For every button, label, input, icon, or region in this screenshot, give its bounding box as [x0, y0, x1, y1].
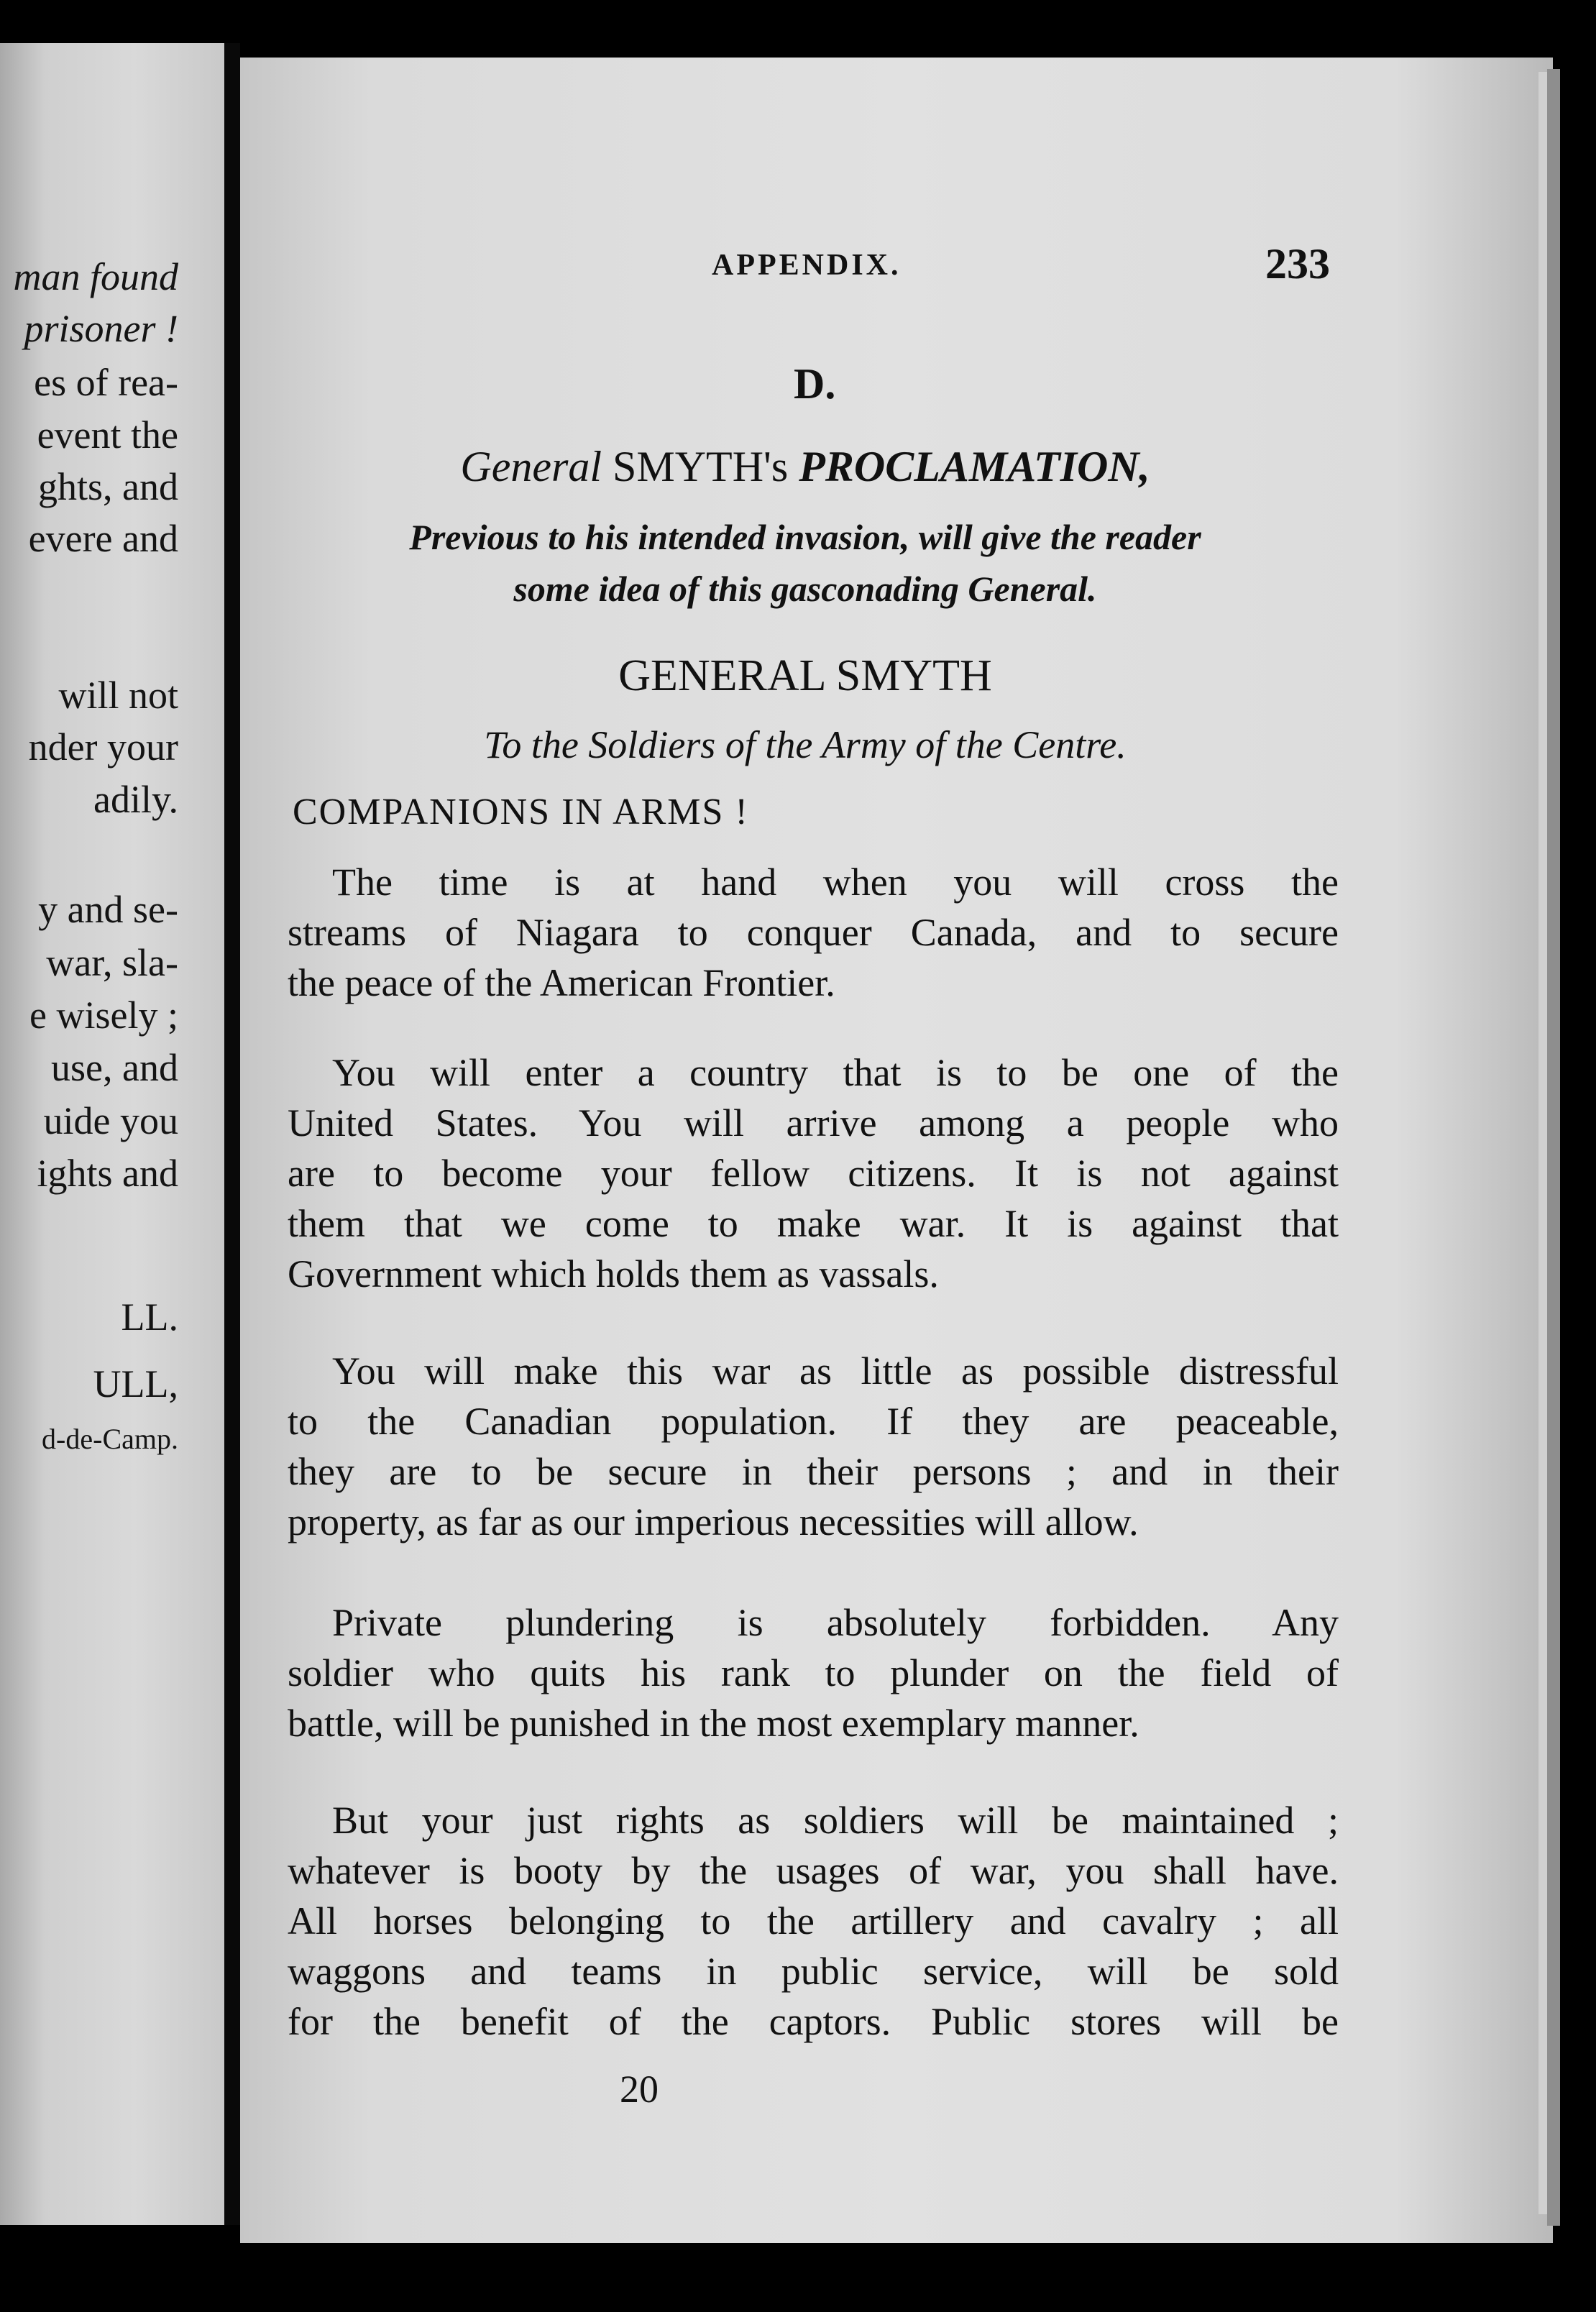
running-head: APPENDIX.: [712, 249, 902, 282]
page-number: 233: [1265, 240, 1330, 288]
title-document: PROCLAMATION,: [799, 443, 1150, 490]
text-line: You will enter a country that is to be one of the: [332, 1051, 1339, 1094]
subtitle-line: some idea of this gasconading General.: [513, 569, 1097, 609]
text-line: battle, will be punished in the most exemplary manner.: [288, 1702, 1139, 1745]
text-line: The time is at hand when you will cross the: [332, 861, 1339, 904]
left-page-line: man found: [13, 255, 178, 298]
signature-mark: 20: [620, 2068, 659, 2111]
title-prefix: General: [460, 443, 602, 490]
left-page-line: will not: [58, 674, 178, 717]
left-page-line: war, sla-: [46, 941, 178, 984]
left-page-line: y and se-: [38, 888, 178, 931]
text-line: for the benefit of the captors. Public stores will be: [288, 2000, 1339, 2043]
text-line: the peace of the American Frontier.: [288, 961, 835, 1004]
page-edge: [1538, 72, 1547, 2214]
text-line: they are to be secure in their persons ; and in their: [288, 1450, 1339, 1493]
address-line: To the Soldiers of the Army of the Centre.: [484, 723, 1127, 766]
section-heading: GENERAL SMYTH: [618, 651, 992, 700]
proclamation-title: [266, 442, 1344, 492]
left-page-line: uide you: [43, 1099, 178, 1142]
left-page-line: e wisely ;: [29, 994, 178, 1037]
text-line: Private plundering is absolutely forbidden. Any: [332, 1601, 1339, 1644]
left-page-line: d-de-Camp.: [42, 1423, 178, 1455]
left-page-line: LL.: [121, 1295, 178, 1339]
section-letter: D.: [794, 360, 836, 408]
left-facing-page: [0, 43, 224, 2225]
text-line: Government which holds them as vassals.: [288, 1252, 939, 1295]
text-line: United States. You will arrive among a people who: [288, 1101, 1339, 1144]
text-line: whatever is booty by the usages of war, you shall have.: [288, 1849, 1339, 1892]
left-page-line: ULL,: [93, 1362, 178, 1405]
text-line: them that we come to make war. It is against that: [288, 1202, 1339, 1245]
left-page-line: adily.: [93, 778, 178, 821]
text-line: You will make this war as little as possible distressful: [332, 1349, 1339, 1393]
text-line: soldier who quits his rank to plunder on the field of: [288, 1651, 1339, 1694]
left-page-line: es of rea-: [34, 361, 178, 404]
book-gutter: [224, 43, 240, 2225]
greeting: COMPANIONS IN ARMS !: [293, 792, 749, 832]
left-page-line: ghts, and: [38, 465, 178, 508]
text-line: streams of Niagara to conquer Canada, and to secure: [288, 911, 1339, 954]
left-page-line: evere and: [28, 517, 178, 560]
left-page-line: ights and: [37, 1152, 178, 1195]
left-page-line: use, and: [51, 1046, 178, 1089]
title-name: SMYTH's: [613, 443, 789, 490]
text-line: property, as far as our imperious necessities will allow.: [288, 1500, 1139, 1543]
text-line: are to become your fellow citizens. It is not against: [288, 1152, 1339, 1195]
text-line: to the Canadian population. If they are peaceable,: [288, 1400, 1339, 1443]
left-page-line: prisoner !: [24, 307, 178, 350]
text-line: All horses belonging to the artillery and cavalry ; all: [288, 1899, 1339, 1942]
page-edge-shadow: [1547, 69, 1560, 2226]
left-page-line: event the: [37, 413, 178, 457]
text-line: But your just rights as soldiers will be maintained ;: [332, 1799, 1339, 1842]
text-line: waggons and teams in public service, will be sold: [288, 1950, 1339, 1993]
subtitle-line: Previous to his intended invasion, will give the reader: [409, 517, 1201, 557]
left-page-line: nder your: [28, 725, 178, 769]
